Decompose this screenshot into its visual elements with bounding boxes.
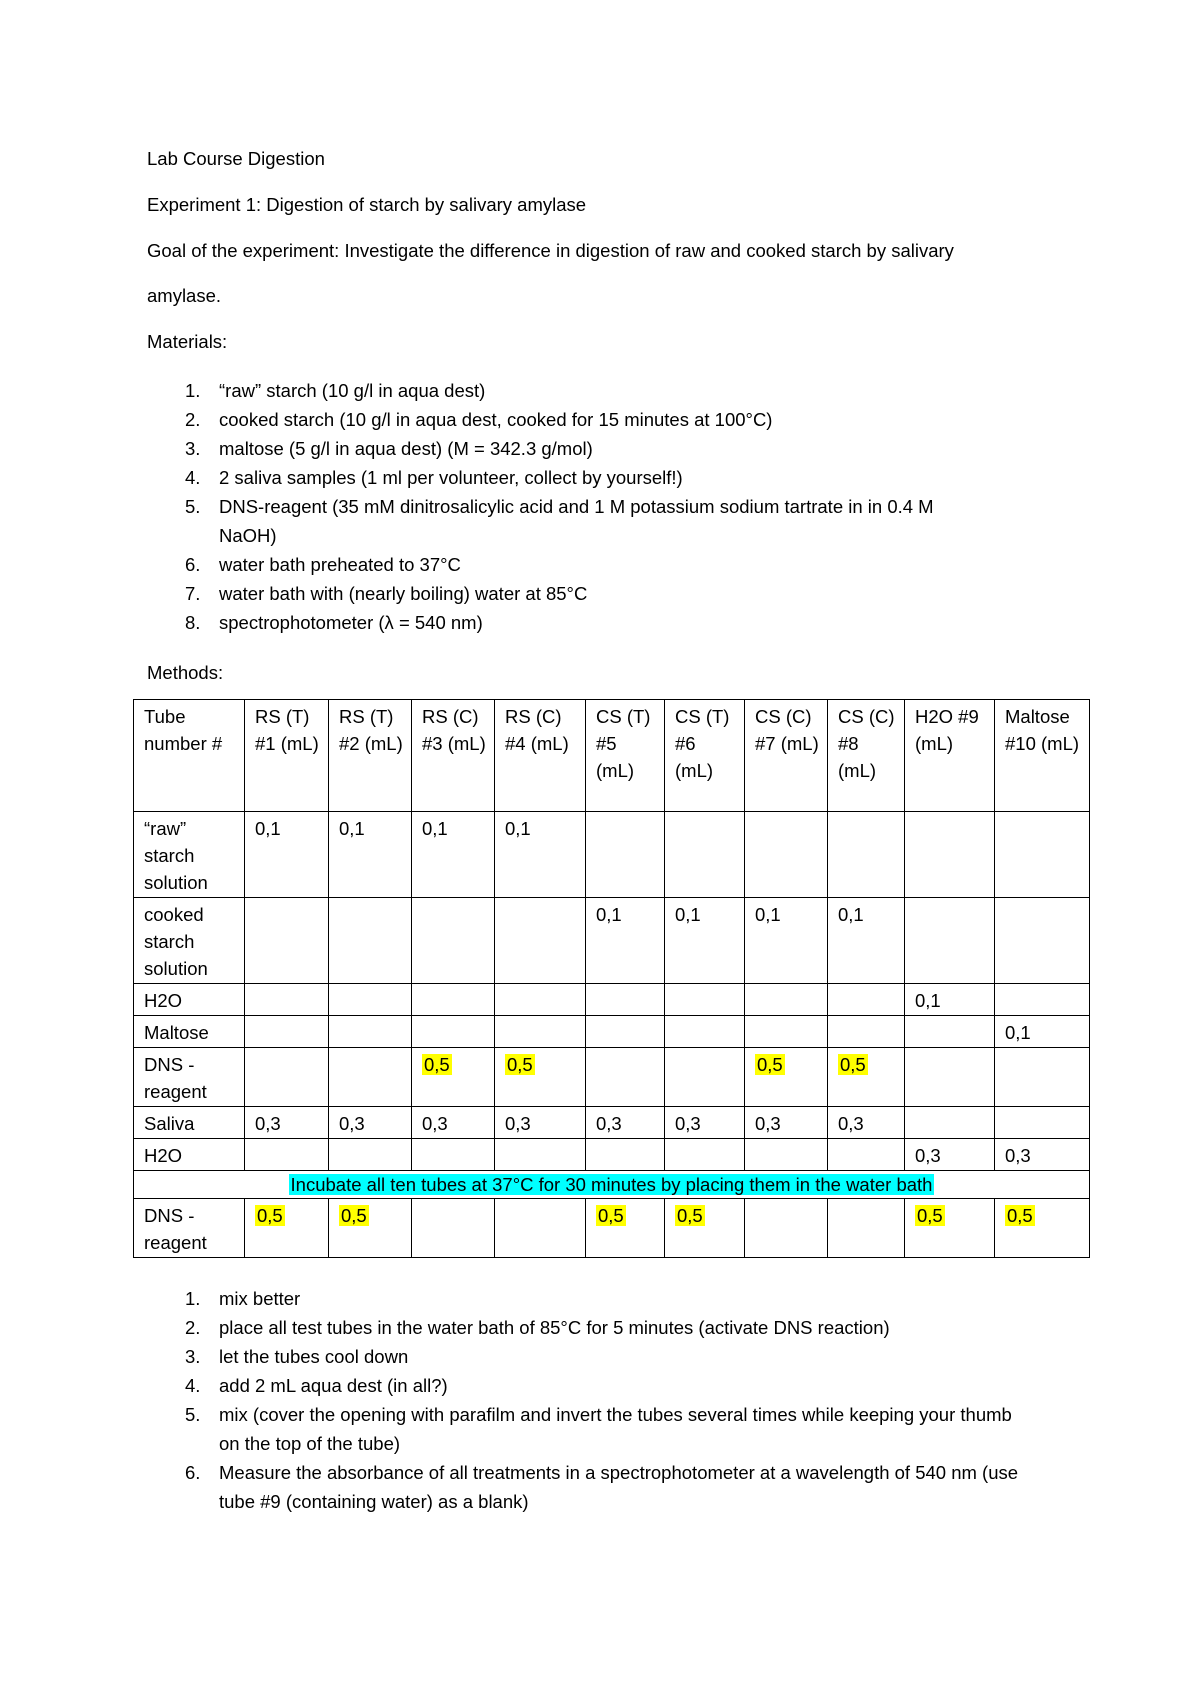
table-cell <box>412 898 495 984</box>
table-cell: 0,3 <box>995 1139 1090 1171</box>
list-item: 6. water bath preheated to 37°C <box>185 554 461 575</box>
table-cell-highlighted: 0,5 <box>828 1048 905 1107</box>
table-cell: 0,3 <box>495 1107 586 1139</box>
list-item: 2. cooked starch (10 g/l in aqua dest, cooked for 15 minutes at 100°C) <box>185 409 773 430</box>
table-cell <box>905 1016 995 1048</box>
table-cell <box>828 812 905 898</box>
goal-line-2: amylase. <box>147 285 222 306</box>
list-item: 5. mix (cover the opening with parafilm and invert the tubes several times while keeping your thumb on the top of the tube) <box>185 1404 1012 1454</box>
list-item: 1. “raw” starch (10 g/l in aqua dest) <box>185 380 486 401</box>
table-cell <box>245 1139 329 1171</box>
row-label: cooked starch solution <box>134 898 245 984</box>
table-cell <box>412 1016 495 1048</box>
table-cell <box>828 1139 905 1171</box>
table-cell-highlighted: 0,5 <box>905 1199 995 1258</box>
table-cell <box>828 984 905 1016</box>
incubate-note: Incubate all ten tubes at 37°C for 30 minutes by placing them in the water bath <box>134 1171 1090 1199</box>
list-item: 6. Measure the absorbance of all treatments in a spectrophotometer at a wavelength of 540 nm (use tube #9 (containing water) as a blank) <box>185 1462 1019 1512</box>
table-cell <box>665 812 745 898</box>
header-cell: RS (C) #3 (mL) <box>412 700 495 812</box>
table-cell: 0,1 <box>412 812 495 898</box>
table-cell <box>245 1016 329 1048</box>
header-cell: RS (T) #1 (mL) <box>245 700 329 812</box>
materials-list <box>147 376 1047 637</box>
table-cell-highlighted: 0,5 <box>245 1199 329 1258</box>
table-cell <box>665 1139 745 1171</box>
table-cell: 0,3 <box>329 1107 412 1139</box>
table-cell: 0,3 <box>245 1107 329 1139</box>
table-cell <box>495 984 586 1016</box>
table-cell <box>412 1139 495 1171</box>
table-cell <box>995 898 1090 984</box>
table-cell <box>586 984 665 1016</box>
row-label: “raw” starch solution <box>134 812 245 898</box>
table-cell <box>412 1199 495 1258</box>
table-cell <box>745 812 828 898</box>
table-cell: 0,1 <box>329 812 412 898</box>
row-label: Maltose <box>134 1016 245 1048</box>
row-label: H2O <box>134 984 245 1016</box>
table-row <box>134 812 1090 898</box>
table-cell: 0,1 <box>665 898 745 984</box>
header-cell: Tube number # <box>134 700 245 812</box>
table-cell <box>495 1016 586 1048</box>
list-item: 3. let the tubes cool down <box>185 1346 409 1367</box>
list-item: 1. mix better <box>185 1288 301 1309</box>
steps-list <box>147 1284 1047 1516</box>
table-cell <box>995 1048 1090 1107</box>
header-cell: RS (C) #4 (mL) <box>495 700 586 812</box>
methods-table <box>133 699 1090 1258</box>
table-cell: 0,1 <box>828 898 905 984</box>
table-cell: 0,3 <box>828 1107 905 1139</box>
list-item: 2. place all test tubes in the water bath of 85°C for 5 minutes (activate DNS reaction) <box>185 1317 890 1338</box>
table-cell <box>329 984 412 1016</box>
table-row <box>134 1016 1090 1048</box>
table-cell <box>745 1199 828 1258</box>
table-row <box>134 898 1090 984</box>
header-cell: CS (C) #8 (mL) <box>828 700 905 812</box>
materials-heading: Materials: <box>147 331 228 352</box>
table-cell: 0,3 <box>412 1107 495 1139</box>
table-row <box>134 1199 1090 1258</box>
table-cell <box>329 1139 412 1171</box>
list-item: 5. DNS-reagent (35 mM dinitrosalicylic acid and 1 M potassium sodium tartrate in in 0.4 M NaOH) <box>185 496 934 546</box>
table-cell <box>995 812 1090 898</box>
table-cell-highlighted: 0,5 <box>745 1048 828 1107</box>
table-cell <box>665 1016 745 1048</box>
table-cell <box>586 1139 665 1171</box>
table-row <box>134 984 1090 1016</box>
table-cell: 0,1 <box>245 812 329 898</box>
table-cell: 0,3 <box>905 1139 995 1171</box>
table-cell <box>665 984 745 1016</box>
table-cell-highlighted: 0,5 <box>995 1199 1090 1258</box>
header-cell: RS (T) #2 (mL) <box>329 700 412 812</box>
header-cell: CS (C) #7 (mL) <box>745 700 828 812</box>
table-cell <box>995 1107 1090 1139</box>
table-cell <box>745 1139 828 1171</box>
table-row <box>134 1107 1090 1139</box>
table-cell <box>905 1048 995 1107</box>
table-cell <box>905 812 995 898</box>
doc-title: Lab Course Digestion <box>147 148 325 169</box>
experiment-title: Experiment 1: Digestion of starch by salivary amylase <box>147 194 587 215</box>
table-cell <box>329 1048 412 1107</box>
row-label: H2O <box>134 1139 245 1171</box>
header-cell: CS (T) #6 (mL) <box>665 700 745 812</box>
table-cell <box>586 1048 665 1107</box>
table-cell <box>586 1016 665 1048</box>
table-row <box>134 1139 1090 1171</box>
list-item: 3. maltose (5 g/l in aqua dest) (M = 342.3 g/mol) <box>185 438 593 459</box>
table-cell <box>586 812 665 898</box>
row-label: DNS - reagent <box>134 1048 245 1107</box>
table-cell: 0,3 <box>745 1107 828 1139</box>
list-item: 4. 2 saliva samples (1 ml per volunteer, collect by yourself!) <box>185 467 683 488</box>
list-item: 4. add 2 mL aqua dest (in all?) <box>185 1375 448 1396</box>
incubate-row <box>134 1171 1090 1199</box>
table-row <box>134 1048 1090 1107</box>
table-cell <box>665 1048 745 1107</box>
table-cell <box>329 1016 412 1048</box>
table-cell <box>495 1139 586 1171</box>
table-cell-highlighted: 0,5 <box>665 1199 745 1258</box>
table-cell <box>495 1199 586 1258</box>
table-cell-highlighted: 0,5 <box>329 1199 412 1258</box>
table-header-row <box>134 700 1090 812</box>
table-cell-highlighted: 0,5 <box>586 1199 665 1258</box>
table-cell <box>495 898 586 984</box>
table-cell <box>745 1016 828 1048</box>
table-cell: 0,1 <box>495 812 586 898</box>
goal-line-1: Goal of the experiment: Investigate the difference in digestion of raw and cooked starch by salivary <box>147 240 954 261</box>
table-cell <box>245 1048 329 1107</box>
table-cell: 0,1 <box>995 1016 1090 1048</box>
list-item: 7. water bath with (nearly boiling) water at 85°C <box>185 583 588 604</box>
table-cell <box>329 898 412 984</box>
table-cell: 0,1 <box>905 984 995 1016</box>
header-cell: CS (T) #5 (mL) <box>586 700 665 812</box>
table-cell <box>995 984 1090 1016</box>
header-cell: H2O #9 (mL) <box>905 700 995 812</box>
row-label: Saliva <box>134 1107 245 1139</box>
table-cell <box>905 898 995 984</box>
table-cell <box>245 898 329 984</box>
table-cell: 0,3 <box>665 1107 745 1139</box>
table-cell <box>905 1107 995 1139</box>
table-cell: 0,1 <box>586 898 665 984</box>
table-cell-highlighted: 0,5 <box>495 1048 586 1107</box>
header-cell: Maltose #10 (mL) <box>995 700 1090 812</box>
methods-heading: Methods: <box>147 662 224 683</box>
table-cell: 0,3 <box>586 1107 665 1139</box>
table-cell <box>828 1016 905 1048</box>
table-cell-highlighted: 0,5 <box>412 1048 495 1107</box>
table-cell <box>245 984 329 1016</box>
table-cell <box>745 984 828 1016</box>
list-item: 8. spectrophotometer (λ = 540 nm) <box>185 612 483 633</box>
table-cell <box>828 1199 905 1258</box>
table-cell: 0,1 <box>745 898 828 984</box>
row-label: DNS - reagent <box>134 1199 245 1258</box>
table-cell <box>412 984 495 1016</box>
